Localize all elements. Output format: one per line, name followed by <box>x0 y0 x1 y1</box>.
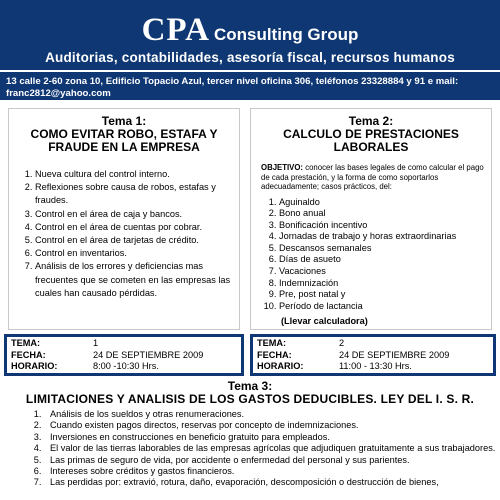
horario-label: HORARIO: <box>11 361 58 371</box>
brand-main: CPA <box>141 12 210 48</box>
list-item: 3. Inversiones en construcciones en beneficio gratuito para empleados. <box>44 432 500 443</box>
list-item: 10. Período de lactancia <box>279 301 491 313</box>
list-item: 8. Indemnización <box>279 278 491 290</box>
topic-1-schedule <box>4 334 244 376</box>
tagline: Auditorias, contabilidades, asesoría fiscal, recursos humanos <box>45 50 455 65</box>
list-item: 5. Control en el área de tarjetas de crédito. <box>35 234 239 247</box>
topic-2-title: CALCULO DE PRESTACIONES LABORALES <box>283 127 459 154</box>
topic-2-panel <box>250 108 492 330</box>
horario-value: 8:00 -10:30 Hrs. <box>93 361 159 371</box>
horario-label: HORARIO: <box>257 361 304 371</box>
topic-2-list <box>279 197 491 313</box>
list-item: 1. Nueva cultura del control interno. <box>35 168 239 181</box>
topic-3-section <box>0 380 500 500</box>
tema-label: TEMA: <box>11 338 41 348</box>
list-item: 7. Las perdidas por: extravió, rotura, daño, evaporación, descomposición o destrucción de bienes, <box>44 477 500 488</box>
fecha-value: 24 DE SEPTIEMBRE 2009 <box>93 349 204 360</box>
topic-3-heading: Tema 3: <box>227 379 273 393</box>
list-item: 5. Las primas de seguro de vida, por accidente o enfermedad del personal y sus parientes. <box>44 455 500 466</box>
topic-3-list <box>44 409 500 489</box>
contact-address: 13 calle 2-60 zona 10, Edificio Topacio Azul, tercer nivel oficina 306, teléfonos 23328884 y 91 e mail: franc2812@yahoo.com <box>6 76 459 99</box>
list-item: 2. Bono anual <box>279 208 491 220</box>
objective-label: OBJETIVO: <box>261 163 304 172</box>
topic-1-heading: Tema 1: <box>101 114 147 128</box>
list-item: 9. Pre, post natal y <box>279 289 491 301</box>
tema-value: 1 <box>93 338 99 348</box>
tema-label: TEMA: <box>257 338 287 348</box>
list-item: 4. Jornadas de trabajo y horas extraordinarias <box>279 231 491 243</box>
calculator-note: (Llevar calculadora) <box>281 316 368 327</box>
list-item: 7. Análisis de los errores y deficiencias mas frecuentes que se cometen en las empresas las cuales han causado pérdidas. <box>35 260 239 300</box>
list-item: 6. Intereses sobre créditos y gastos financieros. <box>44 466 500 477</box>
list-item: 3. Bonificación incentivo <box>279 220 491 232</box>
list-item: 3. Control en el área de caja y bancos. <box>35 208 239 221</box>
list-item: 6. Días de asueto <box>279 254 491 266</box>
objective-body: conocer las bases legales de como calcular el pago de cada prestación, y la forma de como soportarlos adecuadamente; casos prácticos, del: <box>261 163 484 191</box>
topic-1-list <box>23 168 239 300</box>
list-item: 2. Reflexiones sobre causa de robos, estafas y fraudes. <box>35 181 239 207</box>
tema-value: 2 <box>339 338 345 348</box>
fecha-label: FECHA: <box>11 349 46 360</box>
header-banner <box>0 0 500 100</box>
fecha-value: 24 DE SEPTIEMBRE 2009 <box>339 349 450 360</box>
list-item: 4. Control en el área de cuentas por cobrar. <box>35 221 239 234</box>
list-item: 1. Aguinaldo <box>279 197 491 209</box>
topic-1-title: COMO EVITAR ROBO, ESTAFA Y FRAUDE EN LA EMPRESA <box>30 127 218 154</box>
list-item: 4. El valor de las tierras laborables de las empresas agrícolas que adjudiquen gratuitamente a sus trabajadores. <box>44 443 500 454</box>
list-item: 6. Control en inventarios. <box>35 247 239 260</box>
objective-text <box>261 163 485 192</box>
horario-value: 11:00 - 13:30 Hrs. <box>339 361 412 371</box>
topic-3-title: LIMITACIONES Y ANALISIS DE LOS GASTOS DEDUCIBLES. LEY DEL I. S. R. <box>25 392 475 406</box>
topic-1-panel <box>8 108 240 330</box>
topic-2-heading: Tema 2: <box>348 114 394 128</box>
list-item: 7. Vacaciones <box>279 266 491 278</box>
list-item: 2. Cuando existen pagos directos, reservas por concepto de indemnizaciones. <box>44 420 500 431</box>
topic-2-schedule <box>250 334 496 376</box>
header-divider <box>0 70 500 72</box>
brand-sub: Consulting Group <box>213 25 359 44</box>
list-item: 5. Descansos semanales <box>279 243 491 255</box>
list-item: 1. Análisis de los sueldos y otras renumeraciones. <box>44 409 500 420</box>
fecha-label: FECHA: <box>257 349 292 360</box>
brand-logo <box>0 12 500 49</box>
